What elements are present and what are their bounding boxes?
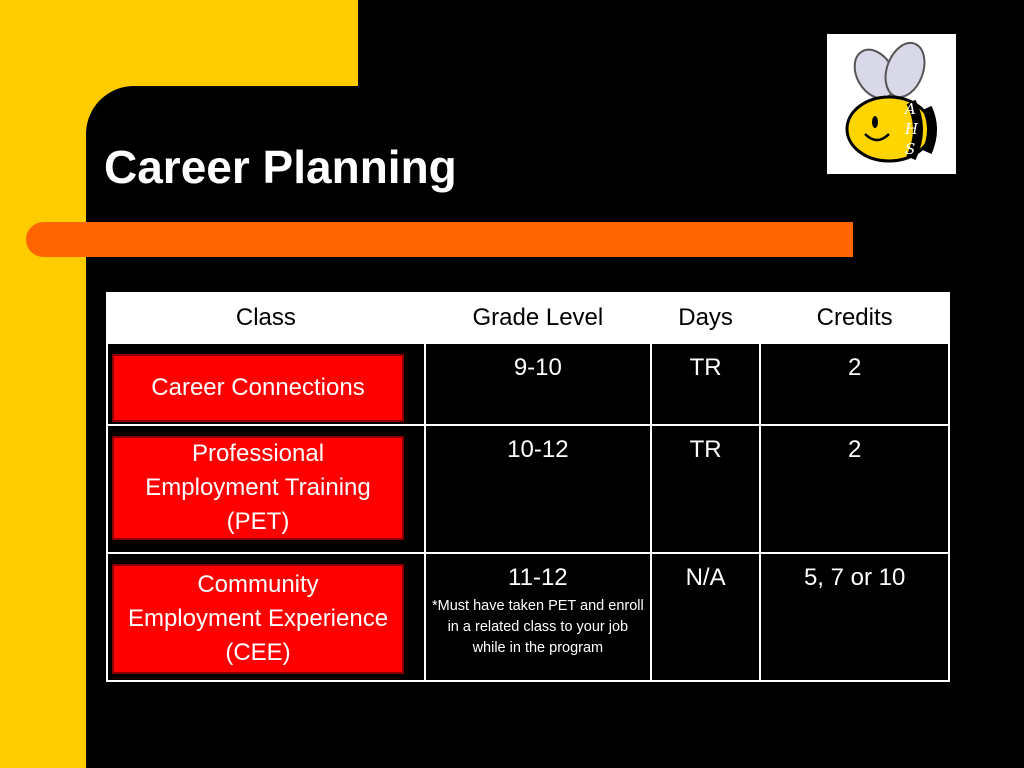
grade-value: 11-12	[508, 564, 568, 591]
credits-cell: 5, 7 or 10	[760, 553, 949, 681]
logo-letter: S	[905, 140, 916, 158]
grade-cell	[425, 343, 651, 425]
class-name-line: (PET)	[226, 508, 290, 535]
table-row	[107, 425, 949, 553]
career-classes-table	[106, 292, 950, 682]
table-row	[107, 553, 949, 681]
grade-note: *Must have taken PET and enroll in a related class to your job while in the program	[432, 598, 644, 656]
class-name-line: Employment Experience	[127, 605, 389, 632]
days-cell: TR	[651, 425, 760, 553]
days-cell: TR	[651, 343, 760, 425]
class-name-line: Community	[197, 571, 319, 598]
credits-cell: 2	[760, 343, 949, 425]
class-label-box	[112, 354, 404, 422]
grade-cell	[425, 553, 651, 681]
header-grade-level: Grade Level	[425, 293, 651, 343]
class-name-line: Professional	[191, 440, 325, 467]
grade-value: 10-12	[507, 436, 569, 463]
table-row	[107, 343, 949, 425]
credits-cell: 2	[760, 425, 949, 553]
class-name: Career Connections	[151, 374, 365, 401]
header-credits: Credits	[760, 293, 949, 343]
grade-cell	[425, 425, 651, 553]
header-days: Days	[651, 293, 760, 343]
table-header-row	[107, 293, 949, 343]
bee-icon	[827, 34, 956, 174]
class-label-box	[112, 436, 404, 540]
logo-letter: H	[905, 120, 919, 138]
class-name-line: (CEE)	[225, 639, 291, 666]
class-cell	[107, 425, 425, 553]
class-cell	[107, 343, 425, 425]
grade-value: 9-10	[513, 354, 562, 381]
accent-bar	[26, 222, 853, 257]
header-class: Class	[107, 293, 425, 343]
days-cell: N/A	[651, 553, 760, 681]
class-label-box	[112, 564, 404, 674]
slide-title: Career Planning	[104, 141, 457, 193]
logo-letter: A	[905, 100, 916, 118]
class-name-line: Employment Training	[145, 474, 371, 501]
class-cell	[107, 553, 425, 681]
ahs-bee-logo	[827, 34, 956, 174]
